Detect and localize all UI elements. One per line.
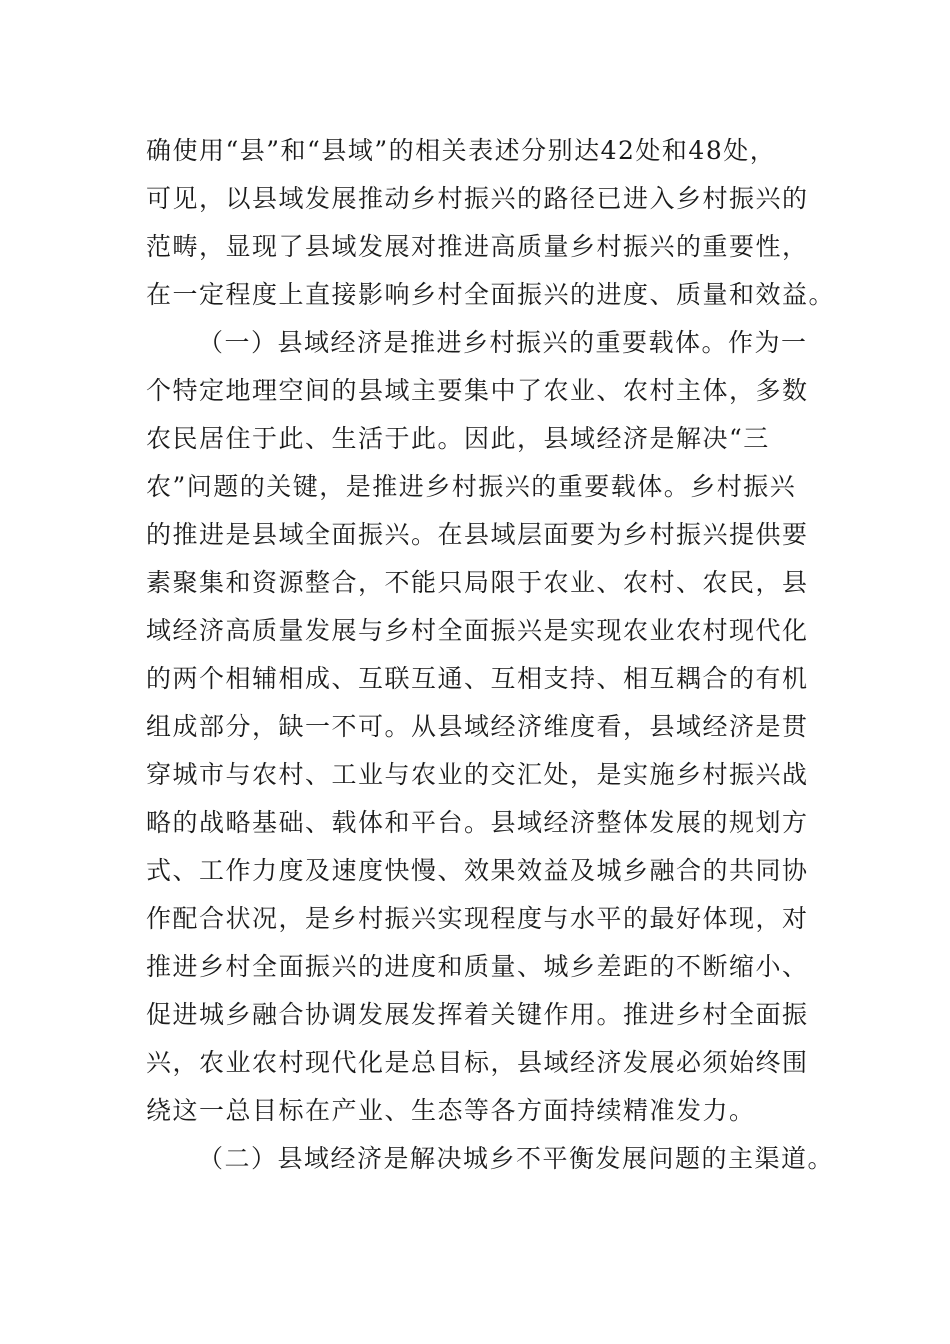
text-line: 绕这一总目标在产业、生态等各方面持续精准发力。 (146, 1096, 756, 1125)
section-heading-line: （二）县域经济是解决城乡不平衡发展问题的主渠道。 (198, 1144, 835, 1173)
section-heading-line: （一）县域经济是推进乡村振兴的重要载体。作为一 (198, 328, 808, 357)
paragraph-section-1 (146, 319, 836, 1135)
text-line: 在一定程度上直接影响乡村全面振兴的进度、质量和效益。 (146, 280, 836, 309)
text-line: 个特定地理空间的县域主要集中了农业、农村主体，多数 (146, 376, 809, 405)
text-line: 组成部分，缺一不可。从县域经济维度看，县域经济是贯 (146, 712, 809, 741)
text-line: 略的战略基础、载体和平台。县域经济整体发展的规划方 (146, 808, 809, 837)
text-line: 促进城乡融合协调发展发挥着关键作用。推进乡村全面振 (146, 1000, 809, 1029)
text-line: 范畴，显现了县域发展对推进高质量乡村振兴的重要性， (146, 232, 809, 261)
paragraph-intro (146, 127, 836, 319)
text-line: 农”问题的关键，是推进乡村振兴的重要载体。乡村振兴 (146, 472, 797, 501)
text-line: 确使用“县”和“县域”的相关表述分别达42处和48处， (146, 136, 777, 165)
text-line: 兴，农业农村现代化是总目标，县域经济发展必须始终围 (146, 1048, 809, 1077)
text-line: 素聚集和资源整合，不能只局限于农业、农村、农民，县 (146, 568, 809, 597)
text-line: 作配合状况，是乡村振兴实现程度与水平的最好体现，对 (146, 904, 809, 933)
text-line: 农民居住于此、生活于此。因此，县域经济是解决“三 (146, 424, 770, 453)
body-text (146, 127, 836, 1183)
text-line: 式、工作力度及速度快慢、效果效益及城乡融合的共同协 (146, 856, 809, 885)
text-line: 的两个相辅相成、互联互通、互相支持、相互耦合的有机 (146, 664, 809, 693)
text-line: 可见，以县域发展推动乡村振兴的路径已进入乡村振兴的 (146, 184, 809, 213)
paragraph-section-2 (146, 1135, 836, 1183)
text-line: 推进乡村全面振兴的进度和质量、城乡差距的不断缩小、 (146, 952, 809, 981)
text-line: 的推进是县域全面振兴。在县域层面要为乡村振兴提供要 (146, 520, 809, 549)
text-line: 域经济高质量发展与乡村全面振兴是实现农业农村现代化 (146, 616, 809, 645)
text-line: 穿城市与农村、工业与农业的交汇处，是实施乡村振兴战 (146, 760, 809, 789)
